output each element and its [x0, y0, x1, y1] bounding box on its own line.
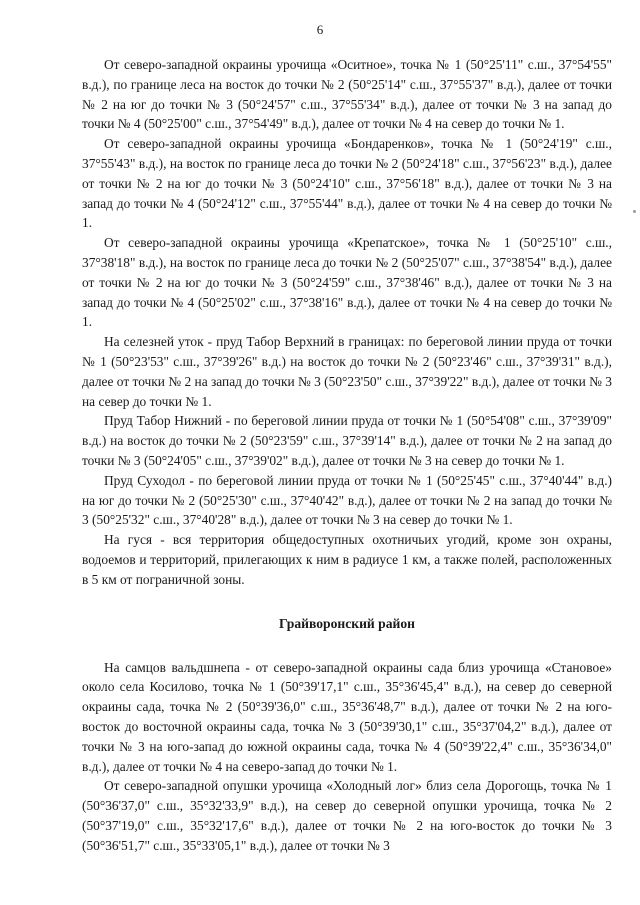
paragraph-woodcock: На самцов вальдшнепа - от северо-западной окраины сада близ урочища «Становое» около села Косилово, точка № 1 (50°39'17,1" с.ш., 35°36'45,4" в.д.), на север до северной окраины сада, точка № 2 (50°39'36,0" с.ш., 35°36'48,7" в.д.), далее от точки № 2 на юго-восток до восточной окраины сада, точка № 3 (50°39'30,1" с.ш., 35°37'04,2" в.д.), далее от точки № 3 на юго-запад до южной окраины сада, точка № 4 (50°39'22,4" с.ш., 35°36'34,0" в.д.), далее от точки № 4 на северо-запад до точки № 1. [82, 659, 612, 774]
paragraph-sukhodol: Пруд Суходол - по береговой линии пруда от точки № 1 (50°25'45" с.ш., 37°40'44" в.д.) на юг до точки № 2 (50°25'30" с.ш., 37°40'42" в.д.), далее от точки № 2 на запад до точки № 3 (50°25'32" с.ш., 37°40'28" в.д.), далее от точки № 3 на север до точки № 1. [82, 472, 612, 528]
paragraph-tabor-nizhniy: Пруд Табор Нижний - по береговой линии пруда от точки № 1 (50°54'08" с.ш., 37°39'09" в.д.) на восток до точки № 2 (50°23'59" с.ш., 37°39'14" в.д.), далее от точки № 2 на запад до точки № 3 (50°24'05" с.ш., 37°39'02" в.д.), далее от точки № 3 на север до точки № 1. [82, 413, 612, 468]
section-heading: Грайворонский район [279, 615, 415, 631]
paragraph-kholodny-log: От северо-западной опушки урочища «Холодный лог» близ села Дорогощь, точка № 1 (50°36'37,0" с.ш., 35°32'33,9" в.д.), на север до северной опушки урочища, точка № 2 (50°37'19,0" с.ш., 35°32'17,6" в.д.), далее от точки № 2 на юго-восток до точки № 3 (50°36'51,7" с.ш., 35°33'05,1" в.д.), далее от точки № 3 [82, 778, 612, 853]
paragraph-geese: На гуся - вся территория общедоступных охотничьих угодий, кроме зон охраны, водоемов и территорий, прилегающих к ним в радиусе 1 км, а также полей, расположенных в 5 км от пограничной зоны. [82, 532, 612, 587]
paragraph-ositnoe: От северо-западной окраины урочища «Оситное», точка № 1 (50°25'11" с.ш., 37°54'55" в.д.), по границе леса на восток до точки № 2 (50°25'14" с.ш., 37°55'37" в.д.), далее от точки № 2 на юг до точки № 3 (50°24'57" с.ш., 37°55'34" в.д.), далее от точки № 3 на запад до точки № 4 (50°25'00" с.ш., 37°54'49" в.д.), далее от точки № 4 на север до точки № 1. [82, 57, 612, 132]
page-number: 6 [316, 22, 324, 37]
margin-dot [633, 210, 636, 213]
document-body [82, 55, 612, 855]
paragraph-bondarenkov: От северо-западной окраины урочища «Бондаренков», точка № 1 (50°24'19" с.ш., 37°55'43" в.д.), на восток по границе леса до точки № 2 (50°24'18" с.ш., 37°56'23" в.д.), далее от точки № 2 на юг до точки № 3 (50°24'10" с.ш., 37°56'18" в.д.), далее от точки № 3 на запад до точки № 4 (50°24'12" с.ш., 37°55'44" в.д.), далее от точки № 4 на север до точки № 1. [82, 136, 612, 231]
paragraph-tabor-verkhniy: На селезней уток - пруд Табор Верхний в границах: по береговой линии пруда от точки № 1 (50°23'53" с.ш., 37°39'26" в.д.) на восток до точки № 2 (50°23'46" с.ш., 37°39'31" в.д.), далее от точки № 2 на запад до точки № 3 (50°23'50" с.ш., 37°39'22" в.д.), далее от точки № 3 на север до точки № 1. [82, 334, 612, 409]
paragraph-krepatskoe: От северо-западной окраины урочища «Крепатское», точка № 1 (50°25'10" с.ш., 37°38'18" в.д.), на восток по границе леса до точки № 2 (50°25'07" с.ш., 37°38'54" в.д.), далее от точки № 2 на юг до точки № 3 (50°24'59" с.ш., 37°38'46" в.д.), далее от точки № 3 на запад до точки № 4 (50°25'02" с.ш., 37°38'16" в.д.), далее от точки № 4 на север до точки № 1. [82, 235, 612, 330]
